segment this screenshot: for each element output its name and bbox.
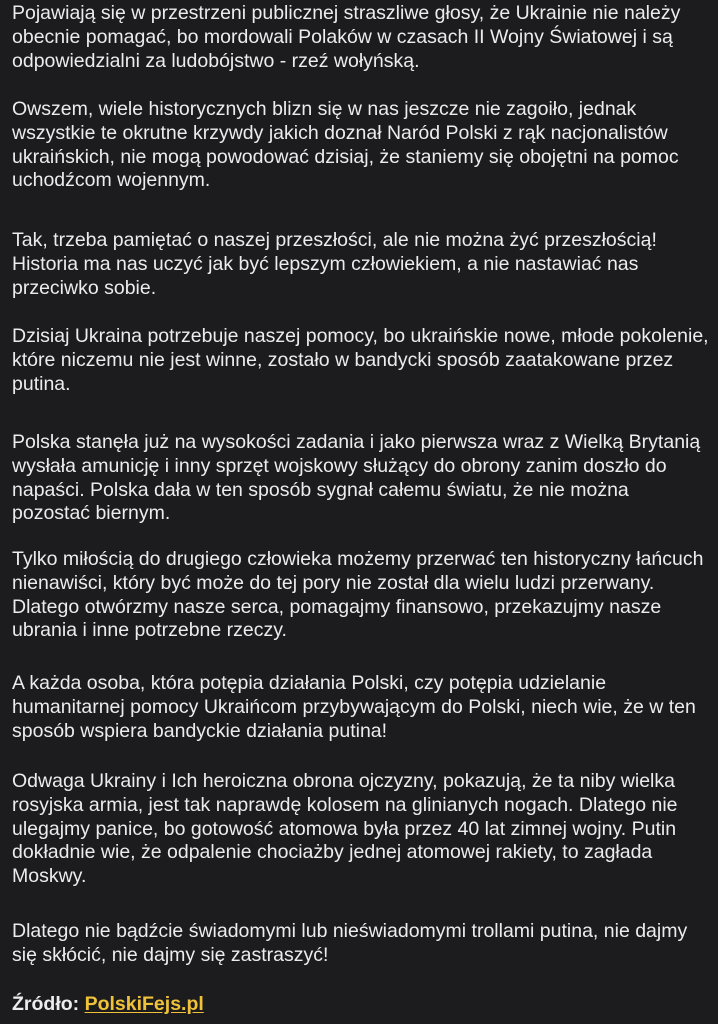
source-label: Źródło: — [12, 993, 80, 1015]
paragraph: A każda osoba, która potępia działania Polski, czy potępia udzielanie humanitarnej pomocy Ukraińcom przybywającym do Polski, niech wie, że w ten sposób wspiera bandyckie działania putina! — [12, 672, 696, 742]
paragraph: Tak, trzeba pamiętać o naszej przeszłości, ale nie można żyć przeszłością! Historia ma nas uczyć jak być lepszym człowiekiem, a nie nastawiać nas przeciwko sobie. — [12, 229, 657, 299]
paragraph: Tylko miłością do drugiego człowieka możemy przerwać ten historyczny łańcuch nienawiści, który być może do tej pory nie został dla wielu ludzi przerwany. Dlatego otwórzmy nasze serca, pomagajmy finansowo, przekazujmy nasze ubrania i inne potrzebne rzeczy. — [12, 548, 704, 642]
paragraph: Owszem, wiele historycznych blizn się w nas jeszcze nie zagoiło, jednak wszystkie te okrutne krzywdy jakich doznał Naród Polski z rąk nacjonalistów ukraińskich, nie mogą powodować dzisiaj, że staniemy się obojętni na pomoc uchodźcom wojennym. — [12, 98, 679, 192]
paragraph: Odwaga Ukrainy i Ich heroiczna obrona ojczyzny, pokazują, że ta niby wielka rosyjska armia, jest tak naprawdę kolosem na glinianych nogach. Dlatego nie ulegajmy panice, bo gotowość atomowa była przez 40 lat zimnej wojny. Putin dokładnie wie, że odpalenie chociażby jednej atomowej rakiety, to zagłada Moskwy. — [12, 770, 678, 888]
paragraph: Dlatego nie bądźcie świadomymi lub nieświadomymi trollami putina, nie dajmy się skłócić, nie dajmy się zastraszyć! — [12, 920, 688, 966]
paragraph: Pojawiają się w przestrzeni publicznej straszliwe głosy, że Ukrainie nie należy obecnie pomagać, bo mordowali Polaków w czasach II Wojny Światowej i są odpowiedzialni za ludobójstwo - rzeź wołyńską. — [12, 2, 681, 72]
paragraph: Polska stanęła już na wysokości zadania i jako pierwsza wraz z Wielką Brytanią wysłała amunicję i inny sprzęt wojskowy służący do obrony zanim doszło do napaści. Polska dała w ten sposób sygnał całemu światu, że nie można pozostać biernym. — [12, 431, 701, 525]
source-line — [12, 993, 204, 1017]
paragraph: Dzisiaj Ukraina potrzebuje naszej pomocy, bo ukraińskie nowe, młode pokolenie, które niczemu nie jest winne, zostało w bandycki sposób zaatakowane przez putina. — [12, 325, 709, 395]
source-link[interactable]: PolskiFejs.pl — [84, 993, 204, 1015]
